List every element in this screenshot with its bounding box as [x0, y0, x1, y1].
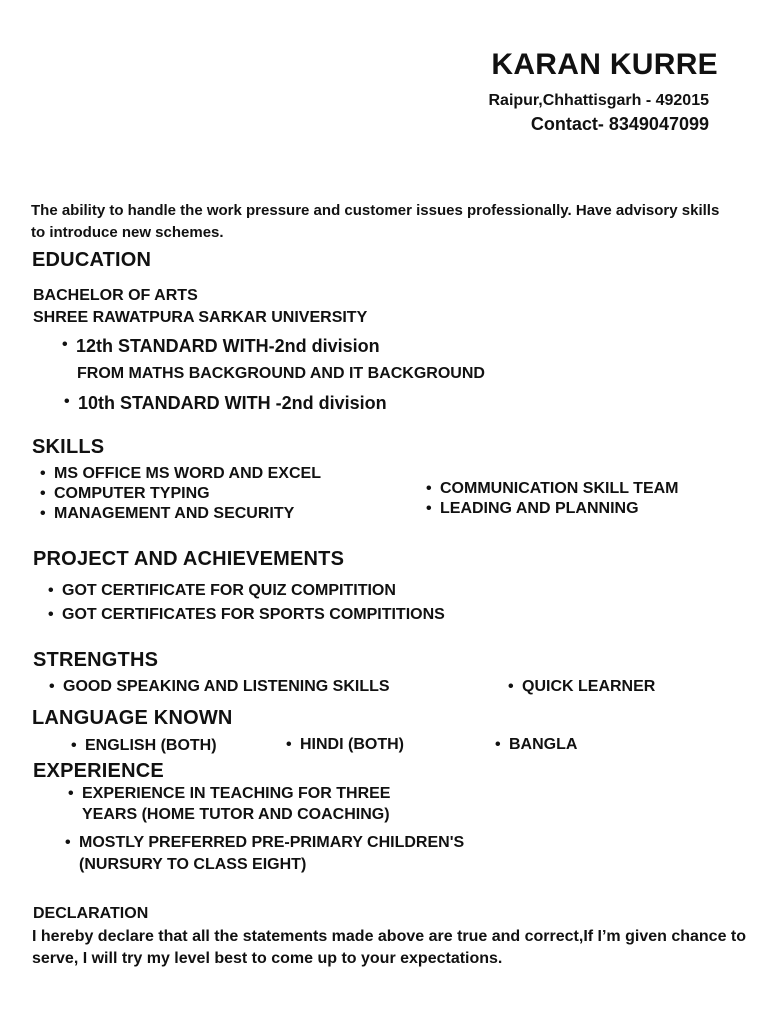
experience-item-line2: YEARS (HOME TUTOR AND COACHING)	[82, 806, 390, 823]
declaration-heading: DECLARATION	[33, 905, 149, 922]
project-item: • GOT CERTIFICATE FOR QUIZ COMPITITION	[62, 582, 396, 600]
education-item-10th: • 10th STANDARD WITH -2nd division	[78, 393, 387, 414]
skill-item: • COMPUTER TYPING	[54, 485, 210, 503]
skills-heading: SKILLS	[32, 436, 105, 458]
strength-item: • GOOD SPEAKING AND LISTENING SKILLS	[63, 678, 390, 696]
project-item: • GOT CERTIFICATES FOR SPORTS COMPITITIONS	[62, 606, 445, 624]
declaration-text: I hereby declare that all the statements made above are true and correct,If I’m given chance to serve, I will try my level best to come up to your expectations.	[32, 928, 747, 967]
skill-item: • LEADING AND PLANNING	[440, 500, 639, 518]
education-item-12th: • 12th STANDARD WITH-2nd division	[76, 336, 380, 357]
skill-item: • COMMUNICATION SKILL TEAM	[440, 480, 679, 498]
projects-heading: PROJECT AND ACHIEVEMENTS	[33, 548, 345, 570]
strengths-heading: STRENGTHS	[33, 649, 159, 671]
education-item-12th-detail: FROM MATHS BACKGROUND AND IT BACKGROUND	[77, 365, 485, 382]
education-heading: EDUCATION	[32, 249, 152, 271]
address: Raipur,Chhattisgarh - 492015	[488, 92, 709, 109]
languages-heading: LANGUAGE KNOWN	[32, 707, 233, 729]
education-degree: BACHELOR OF ARTS	[33, 287, 198, 304]
education-university: SHREE RAWATPURA SARKAR UNIVERSITY	[33, 309, 368, 326]
skill-item: • MS OFFICE MS WORD AND EXCEL	[54, 465, 321, 483]
candidate-name: KARAN KURRE	[491, 48, 718, 81]
experience-heading: EXPERIENCE	[33, 760, 164, 782]
experience-item: • EXPERIENCE IN TEACHING FOR THREE	[82, 785, 390, 803]
language-item: • ENGLISH (BOTH)	[85, 737, 217, 755]
experience-item: • MOSTLY PREFERRED PRE-PRIMARY CHILDREN'S	[79, 834, 464, 852]
language-item: • HINDI (BOTH)	[300, 736, 404, 754]
contact: Contact- 8349047099	[530, 114, 709, 134]
experience-item-line2: (NURSURY TO CLASS EIGHT)	[79, 856, 307, 873]
skill-item: • MANAGEMENT AND SECURITY	[54, 505, 294, 523]
summary: The ability to handle the work pressure and customer issues professionally. Have advisory skills to introduce new schemes.	[31, 202, 720, 241]
language-item: • BANGLA	[509, 736, 577, 754]
strength-item: • QUICK LEARNER	[522, 678, 655, 696]
